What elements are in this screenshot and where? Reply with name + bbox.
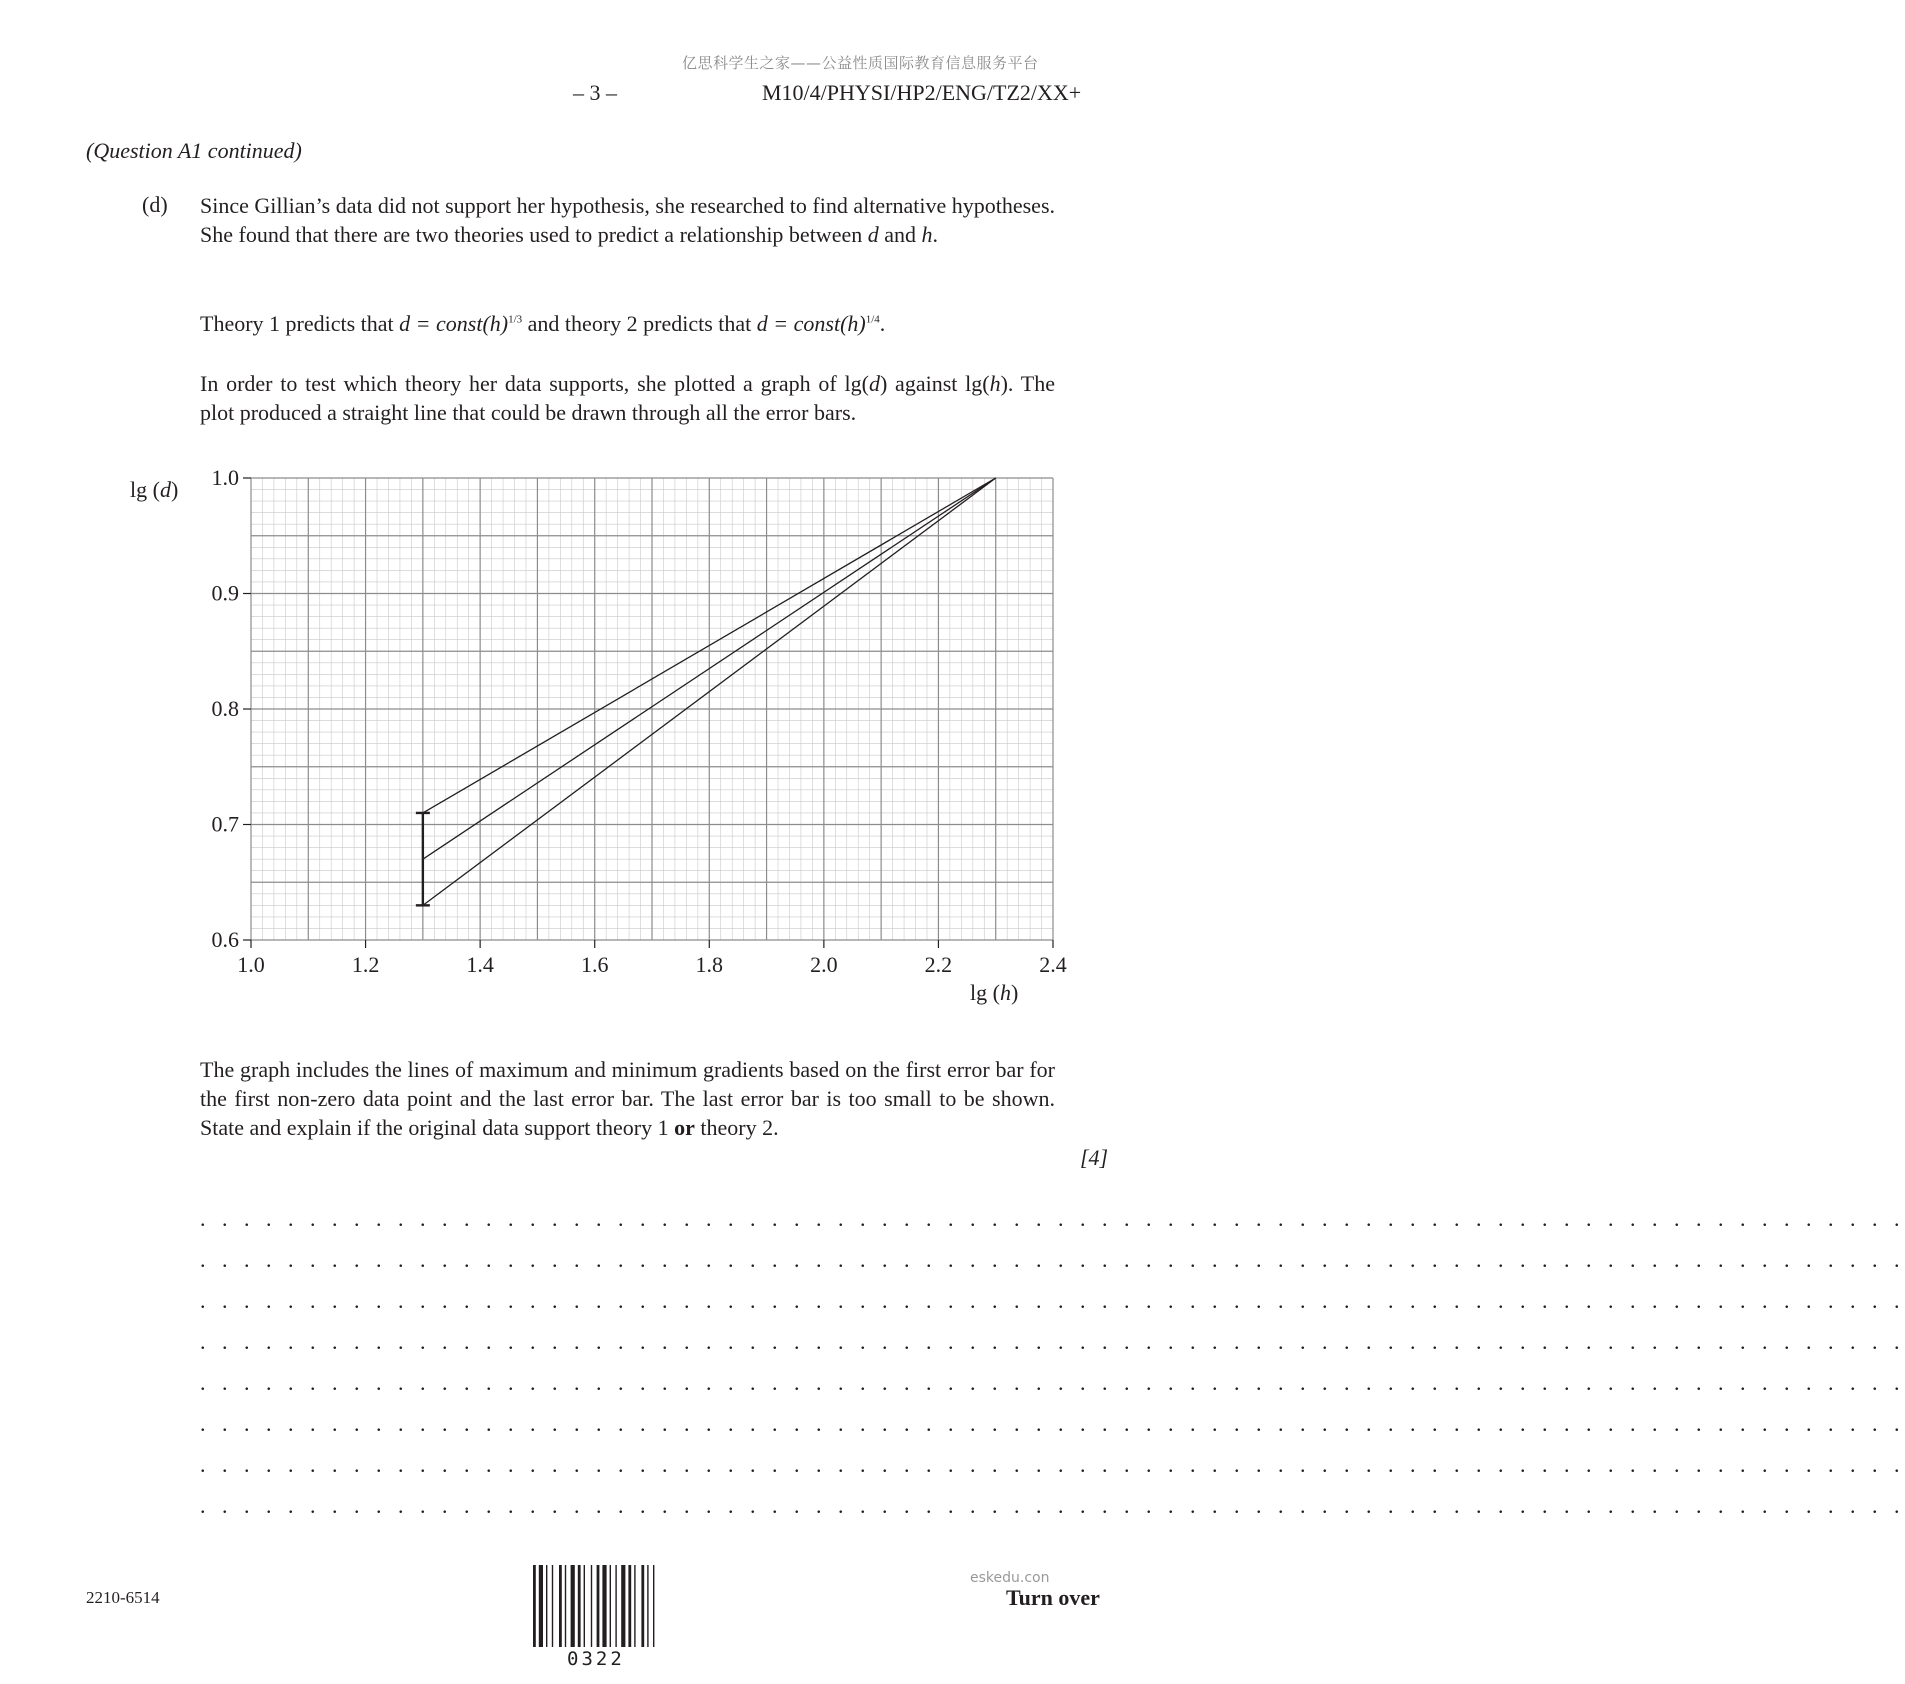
barcode-bar bbox=[559, 1565, 562, 1647]
barcode-bar bbox=[578, 1565, 581, 1647]
answer-line[interactable]: . . . . . . . . . . . . . . . . . . . . . . . . . . . . . . . . . . . . . . . . . . . . . . . . . . . . . . . . . . . . . . . . . . . . . . . . . . . . . . bbox=[200, 1370, 1905, 1395]
x-tick-label: 2.0 bbox=[810, 952, 838, 977]
y-tick-label: 0.6 bbox=[211, 927, 239, 952]
var-d: d bbox=[867, 222, 879, 247]
theory1-exponent: 1/3 bbox=[508, 313, 523, 326]
theory1-formula: d = const(h) bbox=[399, 311, 509, 336]
para3-b: ) against lg( bbox=[879, 371, 990, 396]
barcode-number: 0322 bbox=[567, 1648, 625, 1670]
site-watermark: eskedu.con bbox=[970, 1570, 1050, 1586]
barcode-bar bbox=[634, 1565, 635, 1647]
question-continued: (Question A1 continued) bbox=[86, 138, 302, 163]
x-tick-label: 1.4 bbox=[466, 952, 494, 977]
theory-end: . bbox=[879, 311, 886, 336]
and-word: and bbox=[884, 222, 916, 247]
paper-code: M10/4/PHYSI/HP2/ENG/TZ2/XX+ bbox=[762, 80, 1082, 105]
part-label: (d) bbox=[142, 192, 168, 217]
graph bbox=[0, 0, 1191, 1050]
x-tick-labels bbox=[237, 952, 1067, 977]
barcode-bar bbox=[615, 1565, 616, 1647]
x-tick-label: 1.0 bbox=[237, 952, 265, 977]
barcode bbox=[533, 1565, 667, 1647]
barcode-bar bbox=[653, 1565, 654, 1647]
watermark-text: 亿思科学生之家——公益性质国际教育信息服务平台 bbox=[682, 54, 1039, 72]
answer-line[interactable]: . . . . . . . . . . . . . . . . . . . . . . . . . . . . . . . . . . . . . . . . . . . . . . . . . . . . . . . . . . . . . . . . . . . . . . . . . . . . . . bbox=[200, 1329, 1905, 1354]
y-tick-label: 1.0 bbox=[211, 465, 239, 490]
x-axis-label: lg (h) bbox=[970, 980, 1019, 1005]
x-tick-label: 1.2 bbox=[351, 952, 380, 977]
barcode-bar bbox=[647, 1565, 648, 1647]
var-h: h bbox=[921, 222, 933, 247]
answer-line[interactable]: . . . . . . . . . . . . . . . . . . . . . . . . . . . . . . . . . . . . . . . . . . . . . . . . . . . . . . . . . . . . . . . . . . . . . . . . . . . . . . bbox=[200, 1247, 1905, 1272]
marks: [4] bbox=[1080, 1145, 1109, 1170]
page-number: – 3 – bbox=[573, 80, 617, 105]
x-tick-label: 1.6 bbox=[580, 952, 609, 977]
para1-end: . bbox=[932, 222, 938, 247]
barcode-bar bbox=[584, 1565, 585, 1647]
theory1-prefix: Theory 1 predicts that bbox=[200, 311, 394, 336]
x-tick-label: 1.8 bbox=[695, 952, 724, 977]
barcode-bar bbox=[602, 1565, 606, 1647]
turn-over: Turn over bbox=[1006, 1585, 1100, 1610]
barcode-bar bbox=[628, 1565, 631, 1647]
barcode-bar bbox=[552, 1565, 553, 1647]
answer-line[interactable]: . . . . . . . . . . . . . . . . . . . . . . . . . . . . . . . . . . . . . . . . . . . . . . . . . . . . . . . . . . . . . . . . . . . . . . . . . . . . . . bbox=[200, 1493, 1905, 1518]
barcode-bar bbox=[591, 1565, 592, 1647]
answer-line[interactable]: . . . . . . . . . . . . . . . . . . . . . . . . . . . . . . . . . . . . . . . . . . . . . . . . . . . . . . . . . . . . . . . . . . . . . . . . . . . . . . bbox=[200, 1411, 1905, 1436]
barcode-bar bbox=[539, 1565, 543, 1647]
y-tick-label: 0.7 bbox=[211, 811, 239, 837]
theory2-formula: d = const(h) bbox=[756, 311, 866, 336]
barcode-bar bbox=[641, 1565, 644, 1647]
paragraph-question bbox=[200, 1055, 1055, 1142]
or-word: or bbox=[674, 1115, 695, 1140]
answer-line[interactable]: . . . . . . . . . . . . . . . . . . . . . . . . . . . . . . . . . . . . . . . . . . . . . . . . . . . . . . . . . . . . . . . . . . . . . . . . . . . . . . bbox=[200, 1452, 1905, 1477]
para4-text: The graph includes the lines of maximum and minimum gradients based on the first error bar for the first non-zero data point and the last error bar. The last error bar is too small to be shown. State and explain if the original data support theory 1 bbox=[200, 1057, 1055, 1140]
y-tick-label: 0.8 bbox=[211, 696, 239, 721]
barcode-bar bbox=[621, 1565, 625, 1647]
x-tick-label: 2.4 bbox=[1039, 952, 1067, 977]
x-tick-label: 2.2 bbox=[924, 952, 953, 977]
theory-mid: and theory 2 predicts that bbox=[527, 311, 752, 336]
para3-c: ). The plot produced a straight line that could be drawn through all the error bars. bbox=[200, 371, 1055, 425]
barcode-bar bbox=[597, 1565, 600, 1647]
theory2-exponent: 1/4 bbox=[865, 313, 880, 326]
para1-text: Since Gillian’s data did not support her hypothesis, she researched to find alternative hypotheses. She found that there are two theories used to predict a relationship between bbox=[200, 193, 1055, 247]
barcode-bar bbox=[610, 1565, 611, 1647]
para3-a: In order to test which theory her data supports, she plotted a graph of lg( bbox=[200, 371, 869, 396]
footer-code: 2210-6514 bbox=[86, 1588, 160, 1607]
para4-end: theory 2. bbox=[700, 1115, 779, 1140]
answer-line[interactable]: . . . . . . . . . . . . . . . . . . . . . . . . . . . . . . . . . . . . . . . . . . . . . . . . . . . . . . . . . . . . . . . . . . . . . . . . . . . . . . bbox=[200, 1206, 1905, 1231]
para3-var-h: h bbox=[989, 371, 1001, 396]
para3-var-d: d bbox=[868, 371, 880, 396]
answer-line[interactable]: . . . . . . . . . . . . . . . . . . . . . . . . . . . . . . . . . . . . . . . . . . . . . . . . . . . . . . . . . . . . . . . . . . . . . . . . . . . . . . bbox=[200, 1288, 1905, 1313]
y-tick-labels bbox=[212, 465, 240, 952]
barcode-bar bbox=[533, 1565, 536, 1647]
y-axis-label: lg (d) bbox=[130, 477, 179, 502]
barcode-bar bbox=[565, 1565, 566, 1647]
y-tick-label: 0.9 bbox=[211, 580, 239, 606]
axis-ticks bbox=[243, 478, 1053, 948]
barcode-bar bbox=[546, 1565, 547, 1647]
barcode-bar bbox=[571, 1565, 575, 1647]
